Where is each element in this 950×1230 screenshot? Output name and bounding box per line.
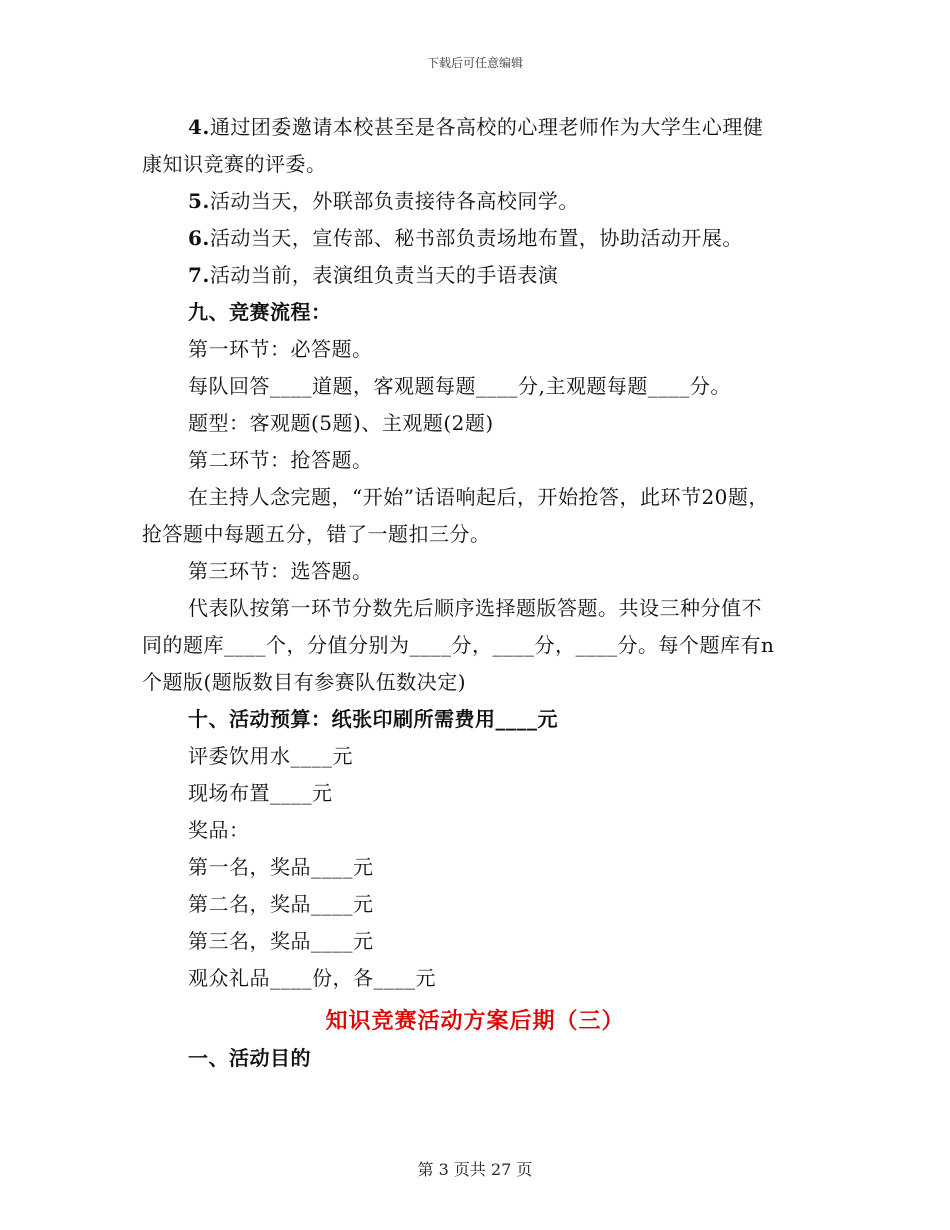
item-text: 活动当前，表演组负责当天的手语表演: [209, 263, 559, 287]
paragraph-line: 第二环节：抢答题。: [188, 448, 373, 472]
paragraph-line: 康知识竞赛的评委。: [142, 152, 327, 176]
item-number: 5.: [188, 189, 210, 213]
budget-line: 第一名，奖品____元: [188, 855, 374, 879]
budget-line: 奖品：: [188, 818, 250, 842]
item-number: 4.: [188, 115, 210, 139]
page-footer: 第 3 页共 27 页: [417, 1160, 533, 1179]
list-item-5: [188, 187, 579, 215]
item-number: 7.: [188, 263, 210, 287]
paragraph-line: 在主持人念完题，“开始”话语响起后，开始抢答，此环节20题，: [188, 485, 769, 509]
budget-line: 评委饮用水____元: [188, 744, 353, 768]
page-header: 下载后可任意编辑: [426, 56, 523, 70]
paragraph-line: 个题版(题版数目有参赛队伍数决定): [142, 670, 467, 694]
section-heading-1: 一、活动目的: [188, 1046, 311, 1070]
paragraph-line: 题型：客观题(5题)、主观题(2题): [188, 411, 494, 435]
paragraph-line: 抢答题中每题五分，错了一题扣三分。: [142, 522, 491, 546]
paragraph-line: 同的题库____个，分值分别为____分，____分，____分。每个题库有n: [142, 633, 775, 657]
item-text: 活动当天，外联部负责接待各高校同学。: [209, 189, 579, 213]
item-text: 通过团委邀请本校甚至是各高校的心理老师作为大学生心理健: [209, 115, 764, 139]
list-item-7: [188, 261, 558, 289]
list-item-4: [188, 113, 763, 141]
budget-line: 第三名，奖品____元: [188, 929, 374, 953]
budget-line: 现场布置____元: [188, 781, 333, 805]
item-text: 活动当天，宣传部、秘书部负责场地布置，协助活动开展。: [209, 226, 743, 250]
paragraph-line: 第一环节：必答题。: [188, 337, 373, 361]
budget-line: 观众礼品____份，各____元: [188, 966, 436, 990]
list-item-6: [188, 224, 743, 252]
paragraph-line: 第三环节：选答题。: [188, 559, 373, 583]
section-heading-9: 九、竞赛流程：: [188, 300, 332, 324]
budget-line: 第二名，奖品____元: [188, 892, 374, 916]
paragraph-line: 代表队按第一环节分数先后顺序选择题版答题。共设三种分值不: [188, 596, 762, 620]
section-title: 知识竞赛活动方案后期（三）: [325, 1008, 625, 1034]
section-heading-10: 十、活动预算：纸张印刷所需费用____元: [188, 707, 558, 731]
paragraph-line: 每队回答____道题，客观题每题____分,主观题每题____分。: [188, 374, 731, 398]
item-number: 6.: [188, 226, 210, 250]
